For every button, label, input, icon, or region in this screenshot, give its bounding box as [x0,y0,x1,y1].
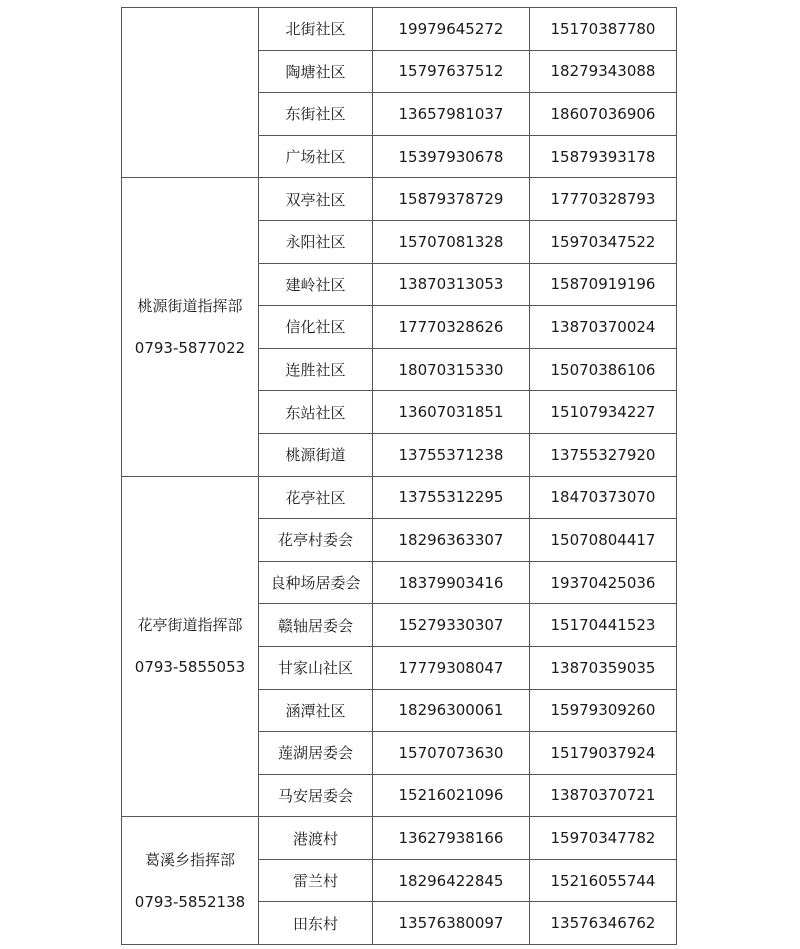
phone-primary: 18296300061 [373,689,530,732]
department-cell [122,8,259,178]
phone-primary: 13755312295 [373,476,530,519]
phone-primary: 15707081328 [373,220,530,263]
phone-primary: 13755371238 [373,433,530,476]
unit-name: 永阳社区 [259,220,373,263]
unit-name: 建岭社区 [259,263,373,306]
phone-secondary: 13576346762 [530,902,677,945]
unit-name: 莲湖居委会 [259,732,373,775]
unit-name: 良种场居委会 [259,561,373,604]
unit-name: 东街社区 [259,93,373,136]
phone-primary: 15279330307 [373,604,530,647]
phone-primary: 19979645272 [373,8,530,51]
unit-name: 信化社区 [259,306,373,349]
phone-primary: 13657981037 [373,93,530,136]
unit-name: 涵潭社区 [259,689,373,732]
unit-name: 双亭社区 [259,178,373,221]
unit-name: 陶塘社区 [259,50,373,93]
unit-name: 东站社区 [259,391,373,434]
phone-secondary: 17770328793 [530,178,677,221]
phone-primary: 15707073630 [373,732,530,775]
department-name: 桃源街道指挥部 [137,296,243,315]
phone-secondary: 15170441523 [530,604,677,647]
phone-primary: 18296363307 [373,519,530,562]
unit-name: 桃源街道 [259,433,373,476]
phone-secondary: 15170387780 [530,8,677,51]
phone-secondary: 15216055744 [530,859,677,902]
department-phone: 0793-5855053 [134,658,246,677]
department-name: 葛溪乡指挥部 [144,850,235,869]
unit-name: 田东村 [259,902,373,945]
phone-primary: 13576380097 [373,902,530,945]
department-name: 花亭街道指挥部 [137,616,243,635]
phone-secondary: 15107934227 [530,391,677,434]
department-phone: 0793-5852138 [134,892,246,911]
table-row [122,178,677,221]
phone-secondary: 15970347782 [530,817,677,860]
phone-secondary: 15979309260 [530,689,677,732]
unit-name: 港渡村 [259,817,373,860]
department-phone: 0793-5877022 [134,338,246,357]
phone-primary: 13607031851 [373,391,530,434]
phone-primary: 13627938166 [373,817,530,860]
phone-secondary: 18470373070 [530,476,677,519]
phone-secondary: 15070386106 [530,348,677,391]
phone-primary: 15879378729 [373,178,530,221]
phone-secondary: 13755327920 [530,433,677,476]
phone-primary: 17779308047 [373,646,530,689]
phone-primary: 18070315330 [373,348,530,391]
phone-primary: 15216021096 [373,774,530,817]
phone-secondary: 15870919196 [530,263,677,306]
phone-secondary: 15970347522 [530,220,677,263]
table-row [122,817,677,860]
phone-primary: 18379903416 [373,561,530,604]
unit-name: 赣轴居委会 [259,604,373,647]
department-cell [122,476,259,817]
unit-name: 北街社区 [259,8,373,51]
phone-secondary: 13870370721 [530,774,677,817]
phone-secondary: 18279343088 [530,50,677,93]
table-row [122,8,677,51]
contact-table [121,7,677,945]
unit-name: 广场社区 [259,135,373,178]
unit-name: 甘家山社区 [259,646,373,689]
unit-name: 雷兰村 [259,859,373,902]
unit-name: 马安居委会 [259,774,373,817]
phone-primary: 17770328626 [373,306,530,349]
phone-secondary: 15070804417 [530,519,677,562]
phone-primary: 15797637512 [373,50,530,93]
phone-secondary: 15879393178 [530,135,677,178]
phone-secondary: 19370425036 [530,561,677,604]
unit-name: 花亭社区 [259,476,373,519]
phone-secondary: 13870370024 [530,306,677,349]
phone-secondary: 13870359035 [530,646,677,689]
phone-primary: 13870313053 [373,263,530,306]
unit-name: 连胜社区 [259,348,373,391]
department-cell [122,817,259,945]
table-row [122,476,677,519]
unit-name: 花亭村委会 [259,519,373,562]
phone-secondary: 18607036906 [530,93,677,136]
phone-secondary: 15179037924 [530,732,677,775]
department-cell [122,178,259,476]
phone-primary: 15397930678 [373,135,530,178]
phone-primary: 18296422845 [373,859,530,902]
